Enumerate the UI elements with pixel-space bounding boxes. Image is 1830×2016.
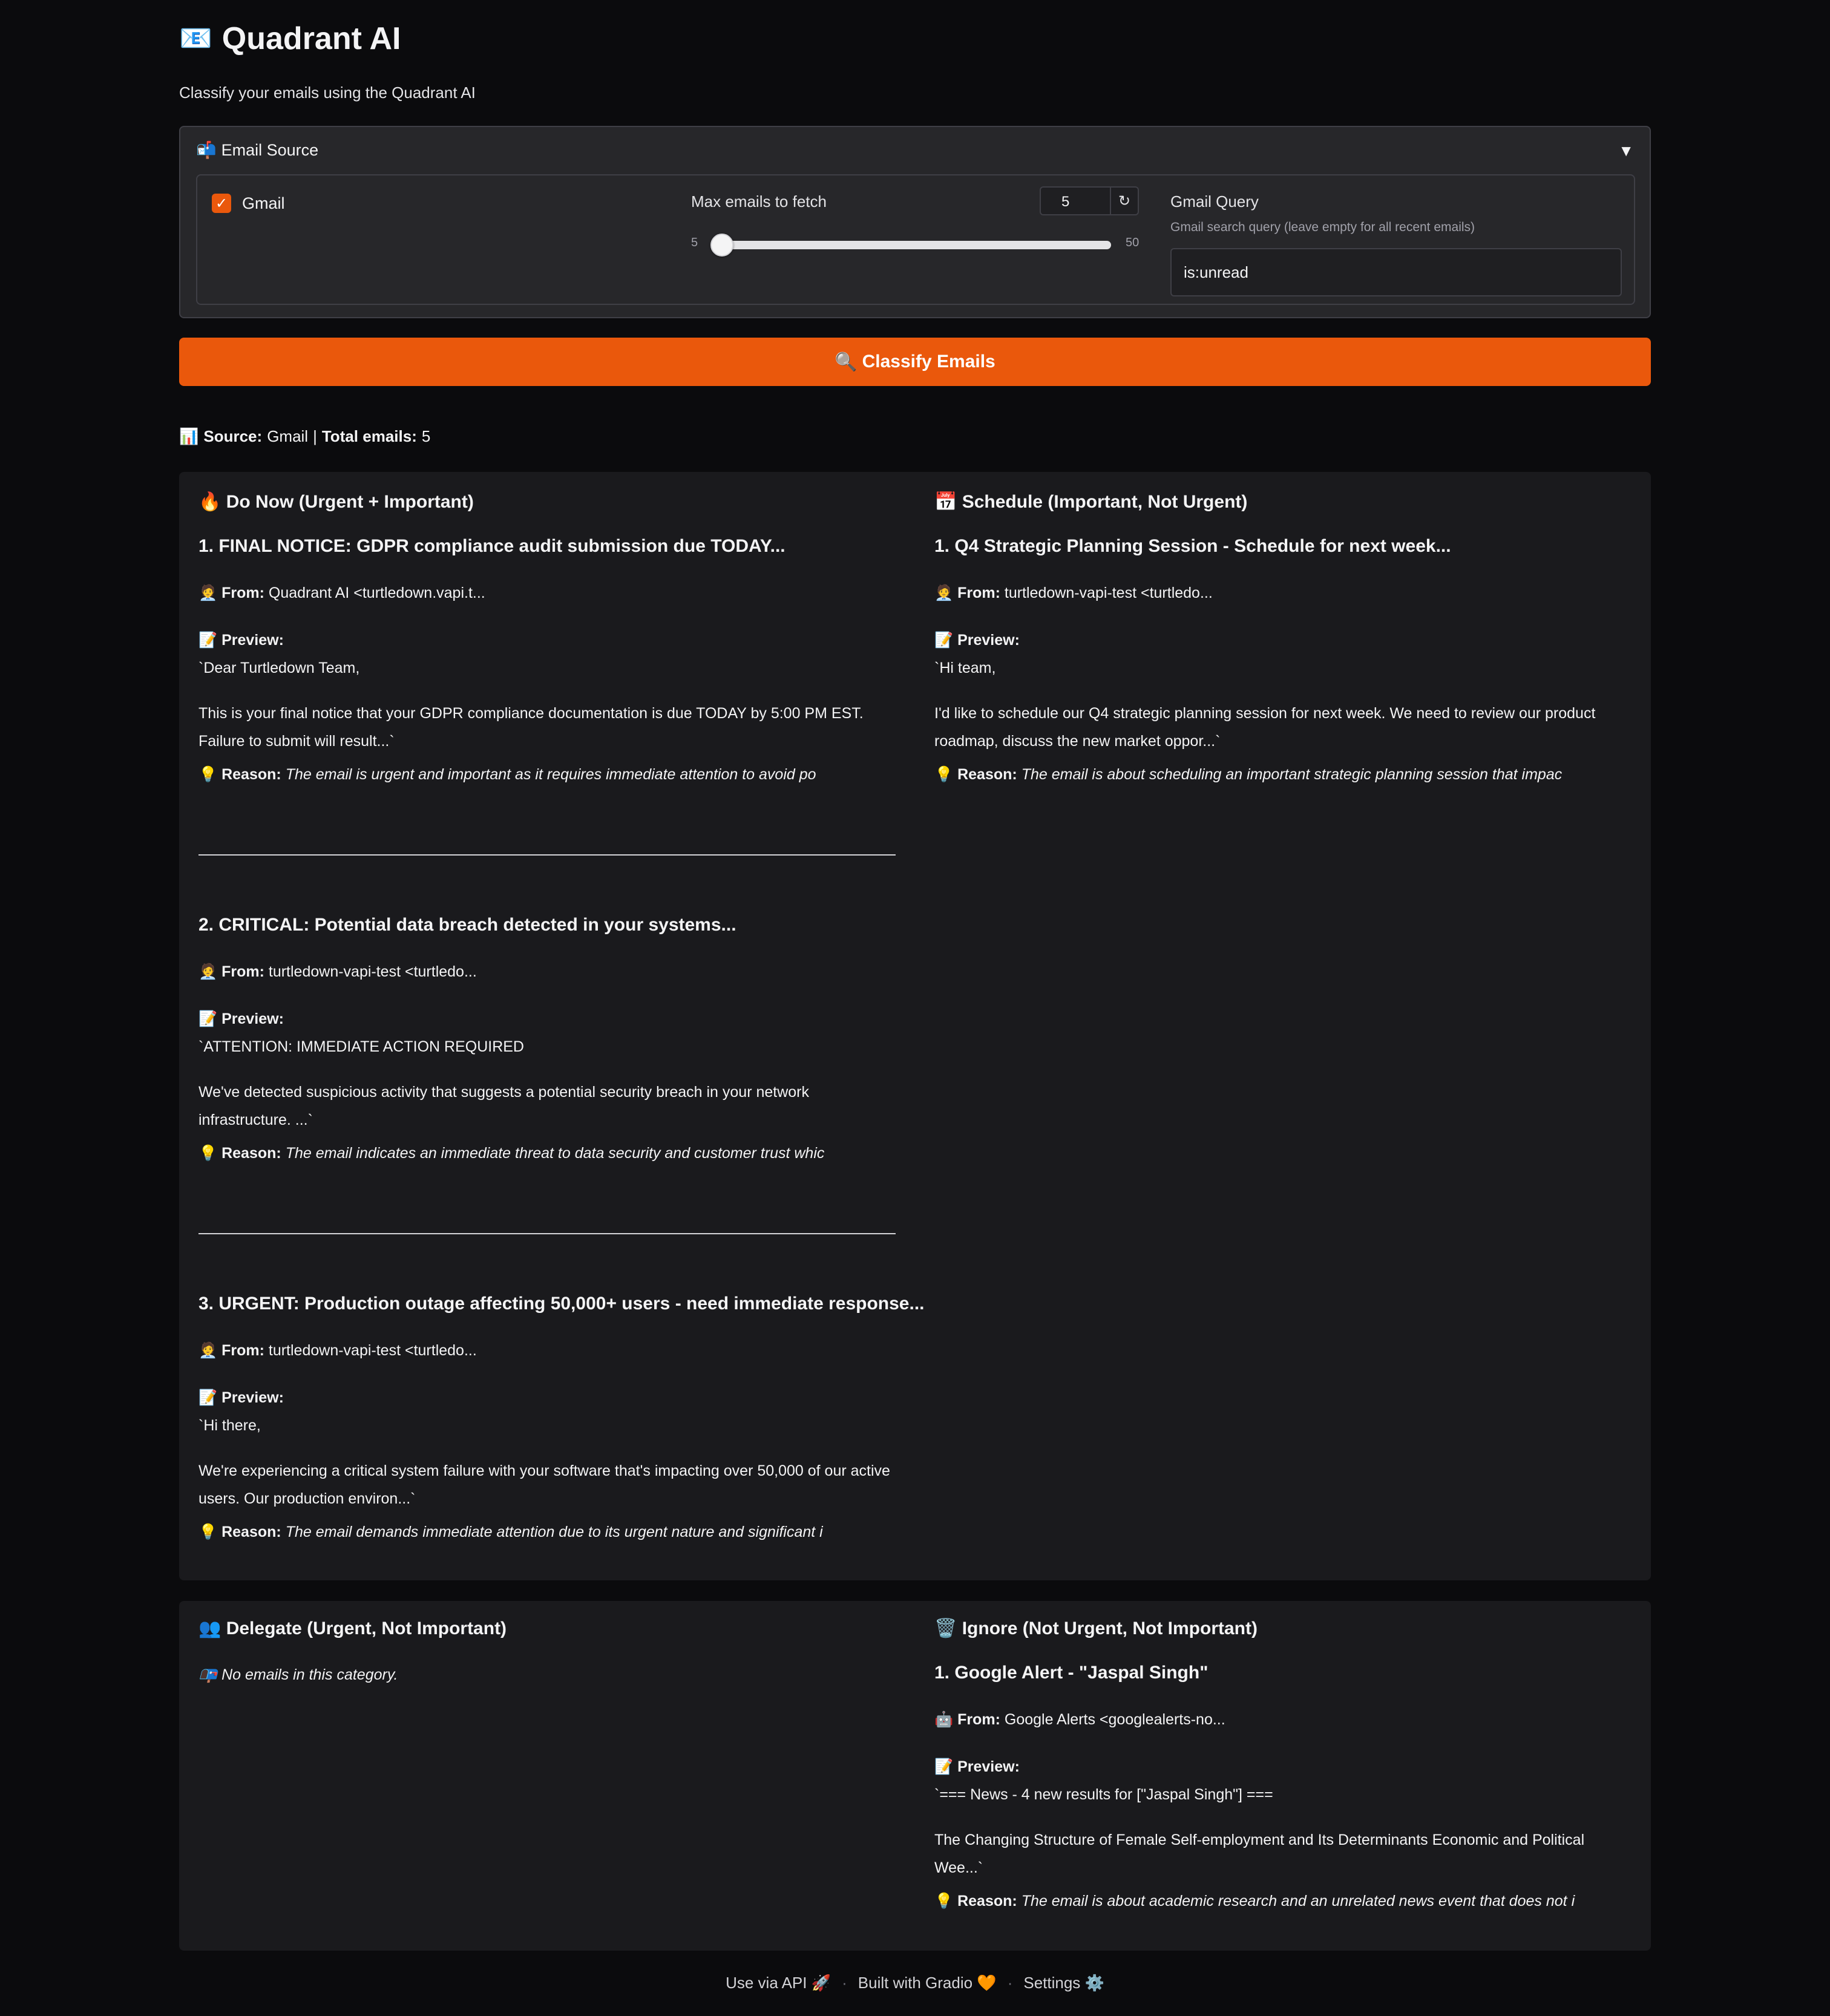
email-reason: 💡 Reason: The email indicates an immediate threat to data security and customer trust whic: [198, 1145, 825, 1162]
email-preview-body: This is your final notice that your GDPR compliance documentation is due TODAY by 5:00 PM EST. Failure to submit will result...`: [198, 705, 864, 750]
rocket-icon: 🚀: [811, 1974, 831, 1992]
people-icon: 👥: [198, 1618, 221, 1638]
max-emails-slider-group: [691, 186, 1141, 295]
gear-icon: ⚙️: [1084, 1974, 1104, 1992]
slider-min-label: 5: [691, 236, 698, 249]
email-preview-label: 📝 Preview:: [198, 1010, 284, 1027]
email-from: 🧑‍💼 From: turtledown-vapi-test <turtledo...: [934, 584, 1213, 601]
gmail-checkbox[interactable]: [212, 194, 285, 213]
email-title: 1. Q4 Strategic Planning Session - Schedule for next week...: [934, 536, 1451, 556]
checkmark-icon[interactable]: ✓: [212, 194, 231, 213]
memo-icon: 📝: [934, 1758, 954, 1775]
lightbulb-icon: 💡: [198, 766, 218, 783]
memo-icon: 📝: [934, 632, 954, 649]
lightbulb-icon: 💡: [198, 1523, 218, 1540]
email-preview-label: 📝 Preview:: [934, 632, 1020, 649]
email-title: 2. CRITICAL: Potential data breach detected in your systems...: [198, 915, 736, 935]
email-source-accordion: [179, 126, 1651, 318]
email-from: 🧑‍💼 From: Quadrant AI <turtledown.vapi.t...: [198, 584, 485, 601]
do-now-title: 🔥 Do Now (Urgent + Important): [198, 492, 474, 512]
classify-button-label: Classify Emails: [862, 352, 995, 371]
gmail-query-label: Gmail Query: [1170, 192, 1259, 211]
use-via-api-link[interactable]: Use via API 🚀: [726, 1974, 831, 1992]
classify-emails-button[interactable]: [179, 338, 1651, 386]
person-icon: 🧑‍💼: [198, 1342, 218, 1359]
email-reason: 💡 Reason: The email is urgent and important as it requires immediate attention to avoid po: [198, 766, 816, 783]
lightbulb-icon: 💡: [934, 766, 954, 783]
gmail-checkbox-label: Gmail: [242, 194, 285, 212]
email-source-panel: [196, 174, 1635, 305]
built-with-gradio-link[interactable]: Built with Gradio 🧡: [858, 1974, 997, 1992]
mailbox-empty-icon: 📭: [198, 1666, 218, 1683]
max-emails-label: Max emails to fetch: [691, 192, 827, 211]
footer-separator: ·: [842, 1974, 847, 1992]
email-reason: 💡 Reason: The email demands immediate attention due to its urgent nature and significant i: [198, 1523, 823, 1540]
email-from: 🧑‍💼 From: turtledown-vapi-test <turtledo...: [198, 1342, 477, 1359]
mailbox-icon: 📬: [196, 141, 217, 159]
max-emails-number-input[interactable]: 5: [1040, 186, 1111, 215]
memo-icon: 📝: [198, 632, 218, 649]
gradio-logo-icon: 🧡: [977, 1974, 997, 1992]
source-value: Gmail: [267, 427, 309, 445]
magnifier-icon: 🔍: [835, 352, 858, 372]
delegate-title: 👥 Delegate (Urgent, Not Important): [198, 1618, 507, 1638]
email-preview-label: 📝 Preview:: [934, 1758, 1020, 1775]
trash-icon: 🗑️: [934, 1618, 957, 1638]
summary-separator: |: [313, 427, 317, 445]
email-from: 🤖 From: Google Alerts <googlealerts-no...: [934, 1711, 1225, 1728]
email-divider: [198, 1233, 896, 1234]
email-source-header[interactable]: [196, 140, 318, 160]
email-preview-label: 📝 Preview:: [198, 1389, 284, 1406]
page-title: Quadrant AI: [221, 21, 401, 56]
reset-icon[interactable]: ↻: [1110, 186, 1139, 215]
envelope-icon: 📧: [179, 24, 212, 53]
slider-thumb[interactable]: [710, 234, 733, 257]
footer: [0, 1974, 1830, 1992]
schedule-title: 📅 Schedule (Important, Not Urgent): [934, 492, 1248, 512]
quadrant-panel-top: [179, 472, 1651, 1580]
email-reason: 💡 Reason: The email is about scheduling an important strategic planning session that impac: [934, 766, 1563, 783]
slider-track[interactable]: [714, 241, 1111, 249]
gmail-query-input[interactable]: [1170, 248, 1622, 296]
chart-icon: 📊: [179, 427, 199, 445]
email-preview-first: `Dear Turtledown Team,: [198, 659, 360, 676]
settings-link[interactable]: Settings ⚙️: [1023, 1974, 1104, 1992]
footer-separator: ·: [1007, 1974, 1013, 1992]
email-reason: 💡 Reason: The email is about academic research and an unrelated news event that does not i: [934, 1893, 1575, 1910]
email-title: 1. FINAL NOTICE: GDPR compliance audit submission due TODAY...: [198, 536, 785, 556]
lightbulb-icon: 💡: [934, 1893, 954, 1910]
email-from: 🧑‍💼 From: turtledown-vapi-test <turtledo...: [198, 963, 477, 980]
email-preview-body: We've detected suspicious activity that suggests a potential security breach in your network infrastructure. ...`: [198, 1084, 809, 1128]
person-icon: 🧑‍💼: [934, 584, 954, 601]
person-icon: 🧑‍💼: [198, 584, 218, 601]
empty-category-message: 📭 No emails in this category.: [198, 1666, 398, 1683]
total-value: 5: [421, 427, 431, 445]
email-preview-body: I'd like to schedule our Q4 strategic planning session for next week. We need to review our product roadmap, discuss the new market oppor...`: [934, 705, 1596, 750]
email-title: 3. URGENT: Production outage affecting 50,000+ users - need immediate response...: [198, 1294, 925, 1314]
source-label: Source:: [203, 427, 263, 445]
fire-icon: 🔥: [198, 492, 221, 512]
email-preview-first: `=== News - 4 new results for ["Jaspal Singh"] ===: [934, 1786, 1273, 1803]
email-preview-label: 📝 Preview:: [198, 632, 284, 649]
email-divider: [198, 854, 896, 856]
email-preview-body: We're experiencing a critical system failure with your software that's impacting over 50,000 of our active users. Our production environ...`: [198, 1462, 890, 1507]
collapse-triangle-icon[interactable]: ▼: [1618, 142, 1634, 160]
gmail-query-group: [1170, 186, 1624, 295]
email-preview-first: `ATTENTION: IMMEDIATE ACTION REQUIRED: [198, 1038, 524, 1055]
ignore-title: 🗑️ Ignore (Not Urgent, Not Important): [934, 1618, 1258, 1638]
email-title: 1. Google Alert - "Jaspal Singh": [934, 1663, 1209, 1683]
memo-icon: 📝: [198, 1010, 218, 1027]
gmail-query-help: Gmail search query (leave empty for all recent emails): [1170, 220, 1475, 234]
result-summary: [179, 427, 430, 446]
memo-icon: 📝: [198, 1389, 218, 1406]
email-preview-first: `Hi there,: [198, 1417, 261, 1434]
quadrant-panel-bottom: [179, 1601, 1651, 1951]
page-subtitle: Classify your emails using the Quadrant AI: [179, 83, 476, 102]
person-icon: 🧑‍💼: [198, 963, 218, 980]
calendar-icon: 📅: [934, 492, 957, 512]
email-preview-body: The Changing Structure of Female Self-employment and Its Determinants Economic and Political Wee...`: [934, 1831, 1585, 1876]
email-source-label: Email Source: [221, 140, 319, 159]
email-preview-first: `Hi team,: [934, 659, 996, 676]
page-header: [179, 21, 401, 57]
slider-max-label: 50: [1126, 236, 1140, 249]
robot-icon: 🤖: [934, 1711, 954, 1728]
lightbulb-icon: 💡: [198, 1145, 218, 1162]
total-label: Total emails:: [321, 427, 417, 445]
